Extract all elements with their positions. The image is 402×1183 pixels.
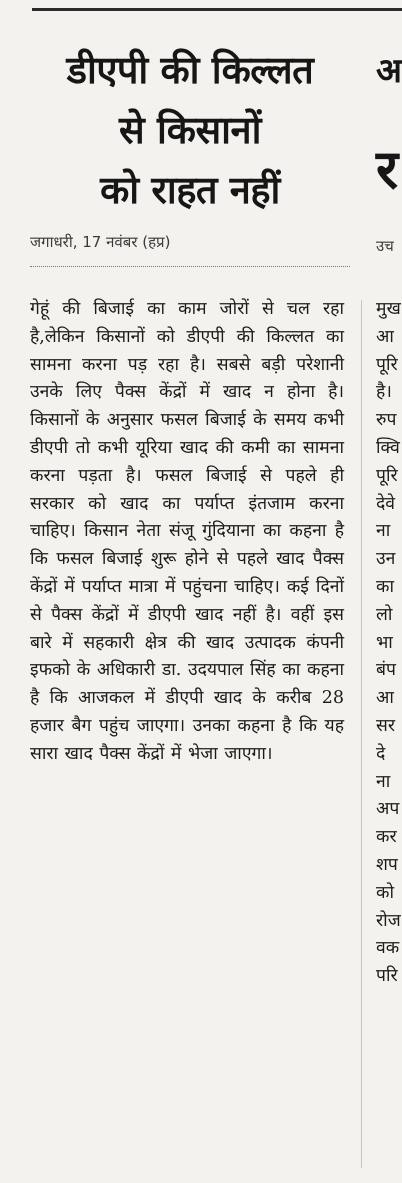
adjacent-line: शप bbox=[376, 854, 398, 875]
adjacent-line: क्वि bbox=[376, 437, 400, 458]
adjacent-line: भा bbox=[376, 632, 393, 653]
adjacent-line: देवे bbox=[376, 493, 396, 514]
adjacent-line: आ bbox=[376, 688, 394, 709]
adjacent-line: पूरि bbox=[376, 465, 398, 486]
adjacent-line: ना bbox=[376, 521, 391, 542]
headline-line-1: डीएपी की किल्लत bbox=[66, 48, 314, 92]
adjacent-line: को bbox=[376, 882, 394, 903]
adjacent-line: दे bbox=[376, 743, 386, 764]
adjacent-line: रोज bbox=[376, 910, 401, 931]
adjacent-line: रुप bbox=[376, 410, 397, 431]
article-dateline: जगाधरी, 17 नवंबर (हप्र) bbox=[30, 233, 171, 251]
adjacent-body-lines bbox=[376, 296, 401, 991]
adjacent-line: पूरि bbox=[376, 354, 398, 375]
adjacent-dateline: उच bbox=[376, 237, 394, 255]
adjacent-headline-big: र bbox=[376, 138, 399, 201]
adjacent-line: वक bbox=[376, 938, 400, 959]
adjacent-line: आ bbox=[376, 326, 394, 347]
adjacent-line: बंप bbox=[376, 660, 396, 681]
adjacent-headline-top: अ bbox=[376, 51, 402, 91]
adjacent-line: है। bbox=[376, 382, 392, 403]
adjacent-line: सर bbox=[376, 715, 395, 736]
adjacent-top-rule bbox=[372, 8, 402, 11]
article-body bbox=[30, 296, 344, 769]
adjacent-line: अप bbox=[376, 799, 400, 820]
adjacent-line: का bbox=[376, 576, 394, 597]
dateline-rule bbox=[30, 266, 350, 267]
headline-line-2: से किसानों bbox=[119, 108, 261, 152]
adjacent-line: लो bbox=[376, 604, 393, 625]
adjacent-line: ना bbox=[376, 771, 391, 792]
adjacent-article bbox=[372, 0, 402, 1183]
adjacent-line: कर bbox=[376, 827, 397, 848]
article-headline bbox=[30, 40, 350, 220]
top-rule bbox=[32, 8, 402, 11]
column-divider bbox=[361, 300, 362, 1168]
adjacent-line: परि bbox=[376, 966, 398, 987]
headline-line-3: को राहत नहीं bbox=[100, 168, 280, 212]
adjacent-line: उन bbox=[376, 549, 396, 570]
article-body-paragraph: गेहूं की बिजाई का काम जोरों से चल रहा है,लेकिन किसानों को डीएपी की किल्लत का सामना करना पड़ रहा है। सबसे बड़ी परेशानी उनके लिए पैक्स केंद्रों में खाद न होना है। किसानों के अनुसार फसल बिजाई के समय कभी डीएपी तो कभी यूरिया खाद की कमी का सामना करना पड़ता है। फसल बिजाई से पहले ही सरकार को खाद का पर्याप्त इंतजाम करना चाहिए। किसान नेता संजू गुंदियाना का कहना है कि फसल बिजाई शुरू होने से पहले खाद पैक्स केंद्रों में पर्याप्त मात्रा में पहुंचना चाहिए। कई दिनों से पैक्स केंद्रों में डीएपी खाद नहीं है। वहीं इस बारे में सहकारी क्षेत्र की खाद उत्पादक कंपनी इफको के अधिकारी डा. उदयपाल सिंह का कहना है कि आजकल में डीएपी खाद के करीब 28 हजार बैग पहुंच जाएगा। उनका कहना है कि यह सारा खाद पैक्स केंद्रों में भेजा जाएगा। bbox=[30, 299, 344, 764]
article-header bbox=[30, 40, 350, 267]
adjacent-line: मुख bbox=[376, 299, 401, 319]
